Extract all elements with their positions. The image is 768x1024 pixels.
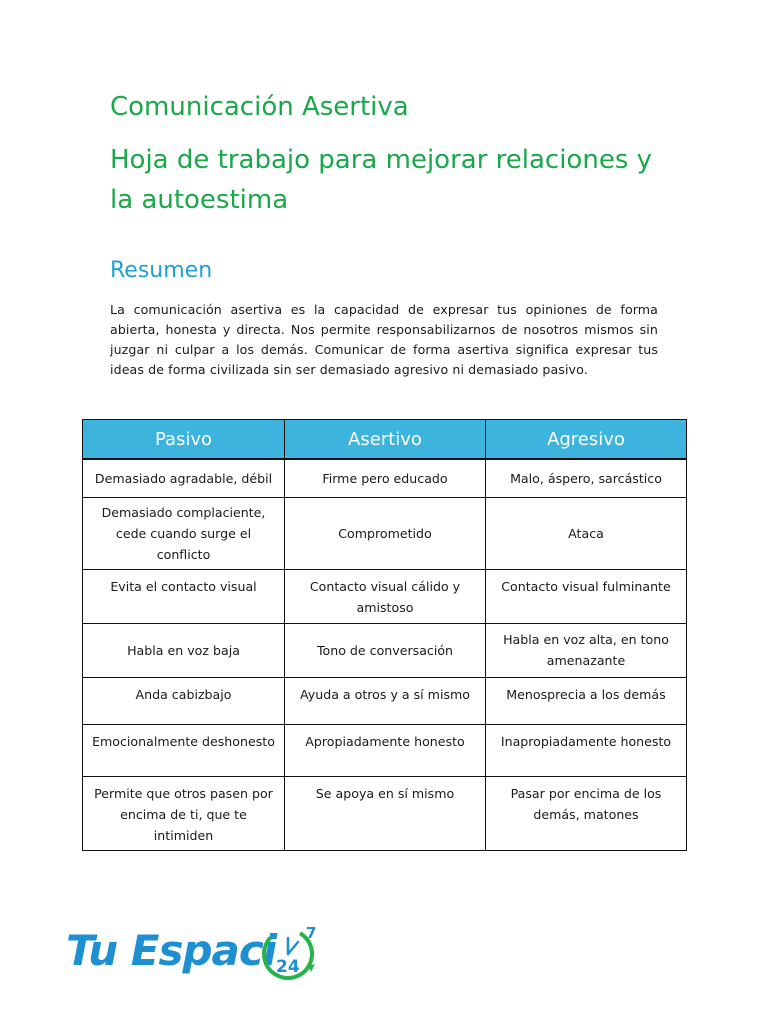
document-title: Comunicación Asertiva [110, 92, 409, 122]
table-row [83, 569, 687, 623]
cell-agresivo: Ataca [486, 497, 687, 569]
cell-pasivo: Emocionalmente deshonesto [83, 724, 285, 776]
cell-asertivo: Ayuda a otros y a sí mismo [285, 677, 486, 724]
header-asertivo: Asertivo [285, 420, 486, 460]
badge-superscript: 7 [306, 924, 317, 942]
cell-asertivo: Se apoya en sí mismo [285, 776, 486, 850]
cell-pasivo: Habla en voz baja [83, 623, 285, 677]
cell-agresivo: Inapropiadamente honesto [486, 724, 687, 776]
cell-pasivo: Anda cabizbajo [83, 677, 285, 724]
cell-agresivo: Malo, áspero, sarcástico [486, 459, 687, 497]
table-row [83, 776, 687, 850]
cell-asertivo: Firme pero educado [285, 459, 486, 497]
logo-wordmark: Tu Espaci [66, 926, 277, 975]
section-heading-resumen: Resumen [110, 258, 213, 283]
cell-asertivo: Contacto visual cálido y amistoso [285, 569, 486, 623]
cell-agresivo: Habla en voz alta, en tono amenazante [486, 623, 687, 677]
cell-pasivo: Evita el contacto visual [83, 569, 285, 623]
comparison-table [82, 419, 687, 851]
cell-asertivo: Tono de conversación [285, 623, 486, 677]
table-row [83, 459, 687, 497]
table-row [83, 724, 687, 776]
clock-24-7-icon [258, 920, 328, 990]
summary-paragraph: La comunicación asertiva es la capacidad de expresar tus opiniones de forma abierta, honesta y directa. Nos permite responsabilizarnos de nosotros mismos sin juzgar ni culpar a los demás. Comunicar de forma asertiva significa expresar tus ideas de forma civilizada sin ser demasiado agresivo ni demasiado pasivo. [110, 302, 658, 377]
document-subtitle: Hoja de trabajo para mejorar relaciones y la autoestima [110, 145, 653, 215]
table-row [83, 677, 687, 724]
cell-agresivo: Pasar por encima de los demás, matones [486, 776, 687, 850]
table-row [83, 497, 687, 569]
cell-agresivo: Menosprecia a los demás [486, 677, 687, 724]
cell-pasivo: Demasiado complaciente, cede cuando surge el conflicto [83, 497, 285, 569]
cell-asertivo: Comprometido [285, 497, 486, 569]
table-row [83, 623, 687, 677]
brand-logo [66, 920, 336, 990]
table-header-row [83, 420, 687, 460]
header-pasivo: Pasivo [83, 420, 285, 460]
cell-pasivo: Permite que otros pasen por encima de ti, que te intimiden [83, 776, 285, 850]
cell-agresivo: Contacto visual fulminante [486, 569, 687, 623]
cell-asertivo: Apropiadamente honesto [285, 724, 486, 776]
badge-number: 24 [276, 957, 300, 977]
header-agresivo: Agresivo [486, 420, 687, 460]
cell-pasivo: Demasiado agradable, débil [83, 459, 285, 497]
